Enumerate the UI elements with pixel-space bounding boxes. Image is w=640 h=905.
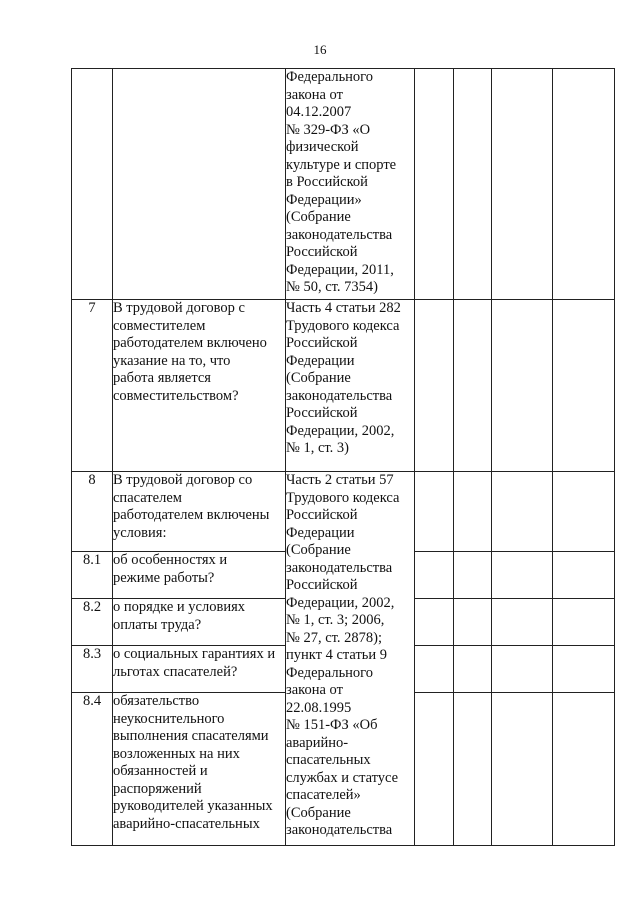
page-number: 16 bbox=[313, 42, 327, 57]
text-line: Федерации, 2011, bbox=[286, 261, 394, 278]
text-line: законодательства bbox=[286, 387, 393, 404]
text-line: оплаты труда? bbox=[113, 616, 202, 633]
row-number: 8 bbox=[72, 472, 113, 552]
text-line: распоряжений bbox=[113, 780, 202, 797]
row-number: 7 bbox=[72, 300, 113, 472]
text-line: Российской bbox=[286, 577, 358, 593]
answer-cell bbox=[415, 646, 454, 693]
text-line: льготах спасателей? bbox=[113, 663, 238, 680]
requirements-table bbox=[71, 68, 615, 846]
text-line: режиме работы? bbox=[113, 569, 215, 586]
law-reference-cell bbox=[286, 300, 415, 472]
text-line: Российской bbox=[286, 335, 358, 351]
text-line: Часть 2 статьи 57 bbox=[286, 472, 394, 488]
requirement-cell bbox=[113, 693, 286, 846]
text-line: о порядке и условиях bbox=[113, 599, 246, 615]
text-line: спасательных bbox=[286, 752, 371, 768]
text-line: об особенностях и bbox=[113, 552, 228, 568]
answer-cell bbox=[492, 472, 553, 552]
text-line: (Собрание bbox=[286, 804, 351, 821]
requirement-cell bbox=[113, 552, 286, 599]
answer-cell bbox=[415, 69, 454, 300]
answer-cell bbox=[415, 693, 454, 846]
text-line: законодательства bbox=[286, 226, 393, 243]
answer-cell bbox=[492, 552, 553, 599]
text-line: аварийно- bbox=[286, 734, 349, 751]
text-line: работодателем включены bbox=[113, 507, 270, 523]
answer-cell bbox=[553, 300, 615, 472]
text-line: № 151-ФЗ «Об bbox=[286, 717, 378, 733]
answer-cell bbox=[454, 646, 492, 693]
requirement-cell bbox=[113, 646, 286, 693]
text-line: руководителей указанных bbox=[113, 798, 273, 814]
text-line: 22.08.1995 bbox=[286, 699, 352, 716]
text-line: возложенных на них bbox=[113, 745, 240, 762]
text-line: Федерации, 2002, bbox=[286, 594, 395, 611]
answer-cell bbox=[492, 300, 553, 472]
text-line: законодательства bbox=[286, 822, 393, 838]
text-line: аварийно-спасательных bbox=[113, 815, 260, 832]
text-line: № 1, ст. 3) bbox=[286, 440, 349, 456]
text-line: Федерации» bbox=[286, 191, 362, 208]
text-line: Российской bbox=[286, 405, 358, 421]
answer-cell bbox=[454, 472, 492, 552]
table-row bbox=[72, 472, 615, 552]
answer-cell bbox=[553, 472, 615, 552]
text-line: № 50, ст. 7354) bbox=[286, 279, 378, 295]
text-line: № 329-ФЗ «О bbox=[286, 121, 371, 138]
text-line: № 27, ст. 2878); bbox=[286, 629, 382, 646]
answer-cell bbox=[415, 599, 454, 646]
text-line: совместителем bbox=[113, 317, 206, 334]
text-line: физической bbox=[286, 139, 359, 155]
text-line: совместительством? bbox=[113, 387, 239, 404]
text-line: работодателем включено bbox=[113, 335, 267, 351]
text-line: о социальных гарантиях и bbox=[113, 646, 276, 662]
text-line: закона от bbox=[286, 86, 343, 103]
text-line: Федерального bbox=[286, 664, 374, 681]
answer-cell bbox=[492, 599, 553, 646]
table-row bbox=[72, 300, 615, 472]
answer-cell bbox=[492, 646, 553, 693]
answer-cell bbox=[454, 693, 492, 846]
answer-cell bbox=[553, 552, 615, 599]
requirement-cell bbox=[113, 599, 286, 646]
text-line: выполнения спасателями bbox=[113, 728, 269, 744]
row-number: 8.4 bbox=[72, 693, 113, 846]
text-line: в Российской bbox=[286, 174, 368, 190]
requirement-cell bbox=[113, 300, 286, 472]
requirement-cell bbox=[113, 472, 286, 552]
answer-cell bbox=[415, 552, 454, 599]
answer-cell bbox=[454, 69, 492, 300]
row-number: 8.1 bbox=[72, 552, 113, 599]
text-line: Федерации, 2002, bbox=[286, 422, 395, 439]
law-reference-cell bbox=[286, 472, 415, 846]
text-line: В трудовой договор с bbox=[113, 300, 245, 316]
answer-cell bbox=[553, 646, 615, 693]
table-row bbox=[72, 69, 615, 300]
row-number bbox=[72, 69, 113, 300]
answer-cell bbox=[454, 300, 492, 472]
text-line: Трудового кодекса bbox=[286, 317, 400, 334]
row-number: 8.2 bbox=[72, 599, 113, 646]
text-line: (Собрание bbox=[286, 370, 351, 386]
text-line: № 1, ст. 3; 2006, bbox=[286, 612, 385, 628]
text-line: работа является bbox=[113, 370, 211, 386]
text-line: Трудового кодекса bbox=[286, 489, 400, 506]
text-line: законодательства bbox=[286, 559, 393, 576]
text-line: спасателем bbox=[113, 489, 182, 506]
text-line: Часть 4 статьи 282 bbox=[286, 300, 401, 316]
text-line: В трудовой договор со bbox=[113, 472, 253, 488]
text-line: обязательство bbox=[113, 693, 200, 709]
text-line: Федерации bbox=[286, 524, 355, 541]
answer-cell bbox=[553, 69, 615, 300]
answer-cell bbox=[553, 599, 615, 646]
text-line: условия: bbox=[113, 524, 167, 541]
row-number: 8.3 bbox=[72, 646, 113, 693]
text-line: Федерации bbox=[286, 352, 355, 369]
text-line: неукоснительного bbox=[113, 710, 225, 727]
answer-cell bbox=[415, 300, 454, 472]
text-line: (Собрание bbox=[286, 542, 351, 558]
requirement-cell bbox=[113, 69, 286, 300]
answer-cell bbox=[415, 472, 454, 552]
text-line: Федерального bbox=[286, 69, 374, 85]
answer-cell bbox=[454, 552, 492, 599]
text-line: службах и статусе bbox=[286, 769, 399, 786]
text-line: Российской bbox=[286, 507, 358, 523]
text-line: указание на то, что bbox=[113, 352, 231, 369]
text-line: (Собрание bbox=[286, 209, 351, 225]
answer-cell bbox=[492, 69, 553, 300]
text-line: спасателей» bbox=[286, 787, 361, 803]
text-line: пункт 4 статьи 9 bbox=[286, 647, 388, 663]
text-line: закона от bbox=[286, 682, 343, 698]
text-line: обязанностей и bbox=[113, 763, 208, 779]
text-line: культуре и спорте bbox=[286, 156, 397, 173]
answer-cell bbox=[492, 693, 553, 846]
text-line: Российской bbox=[286, 244, 358, 260]
answer-cell bbox=[553, 693, 615, 846]
law-reference-cell bbox=[286, 69, 415, 300]
text-line: 04.12.2007 bbox=[286, 104, 352, 120]
answer-cell bbox=[454, 599, 492, 646]
